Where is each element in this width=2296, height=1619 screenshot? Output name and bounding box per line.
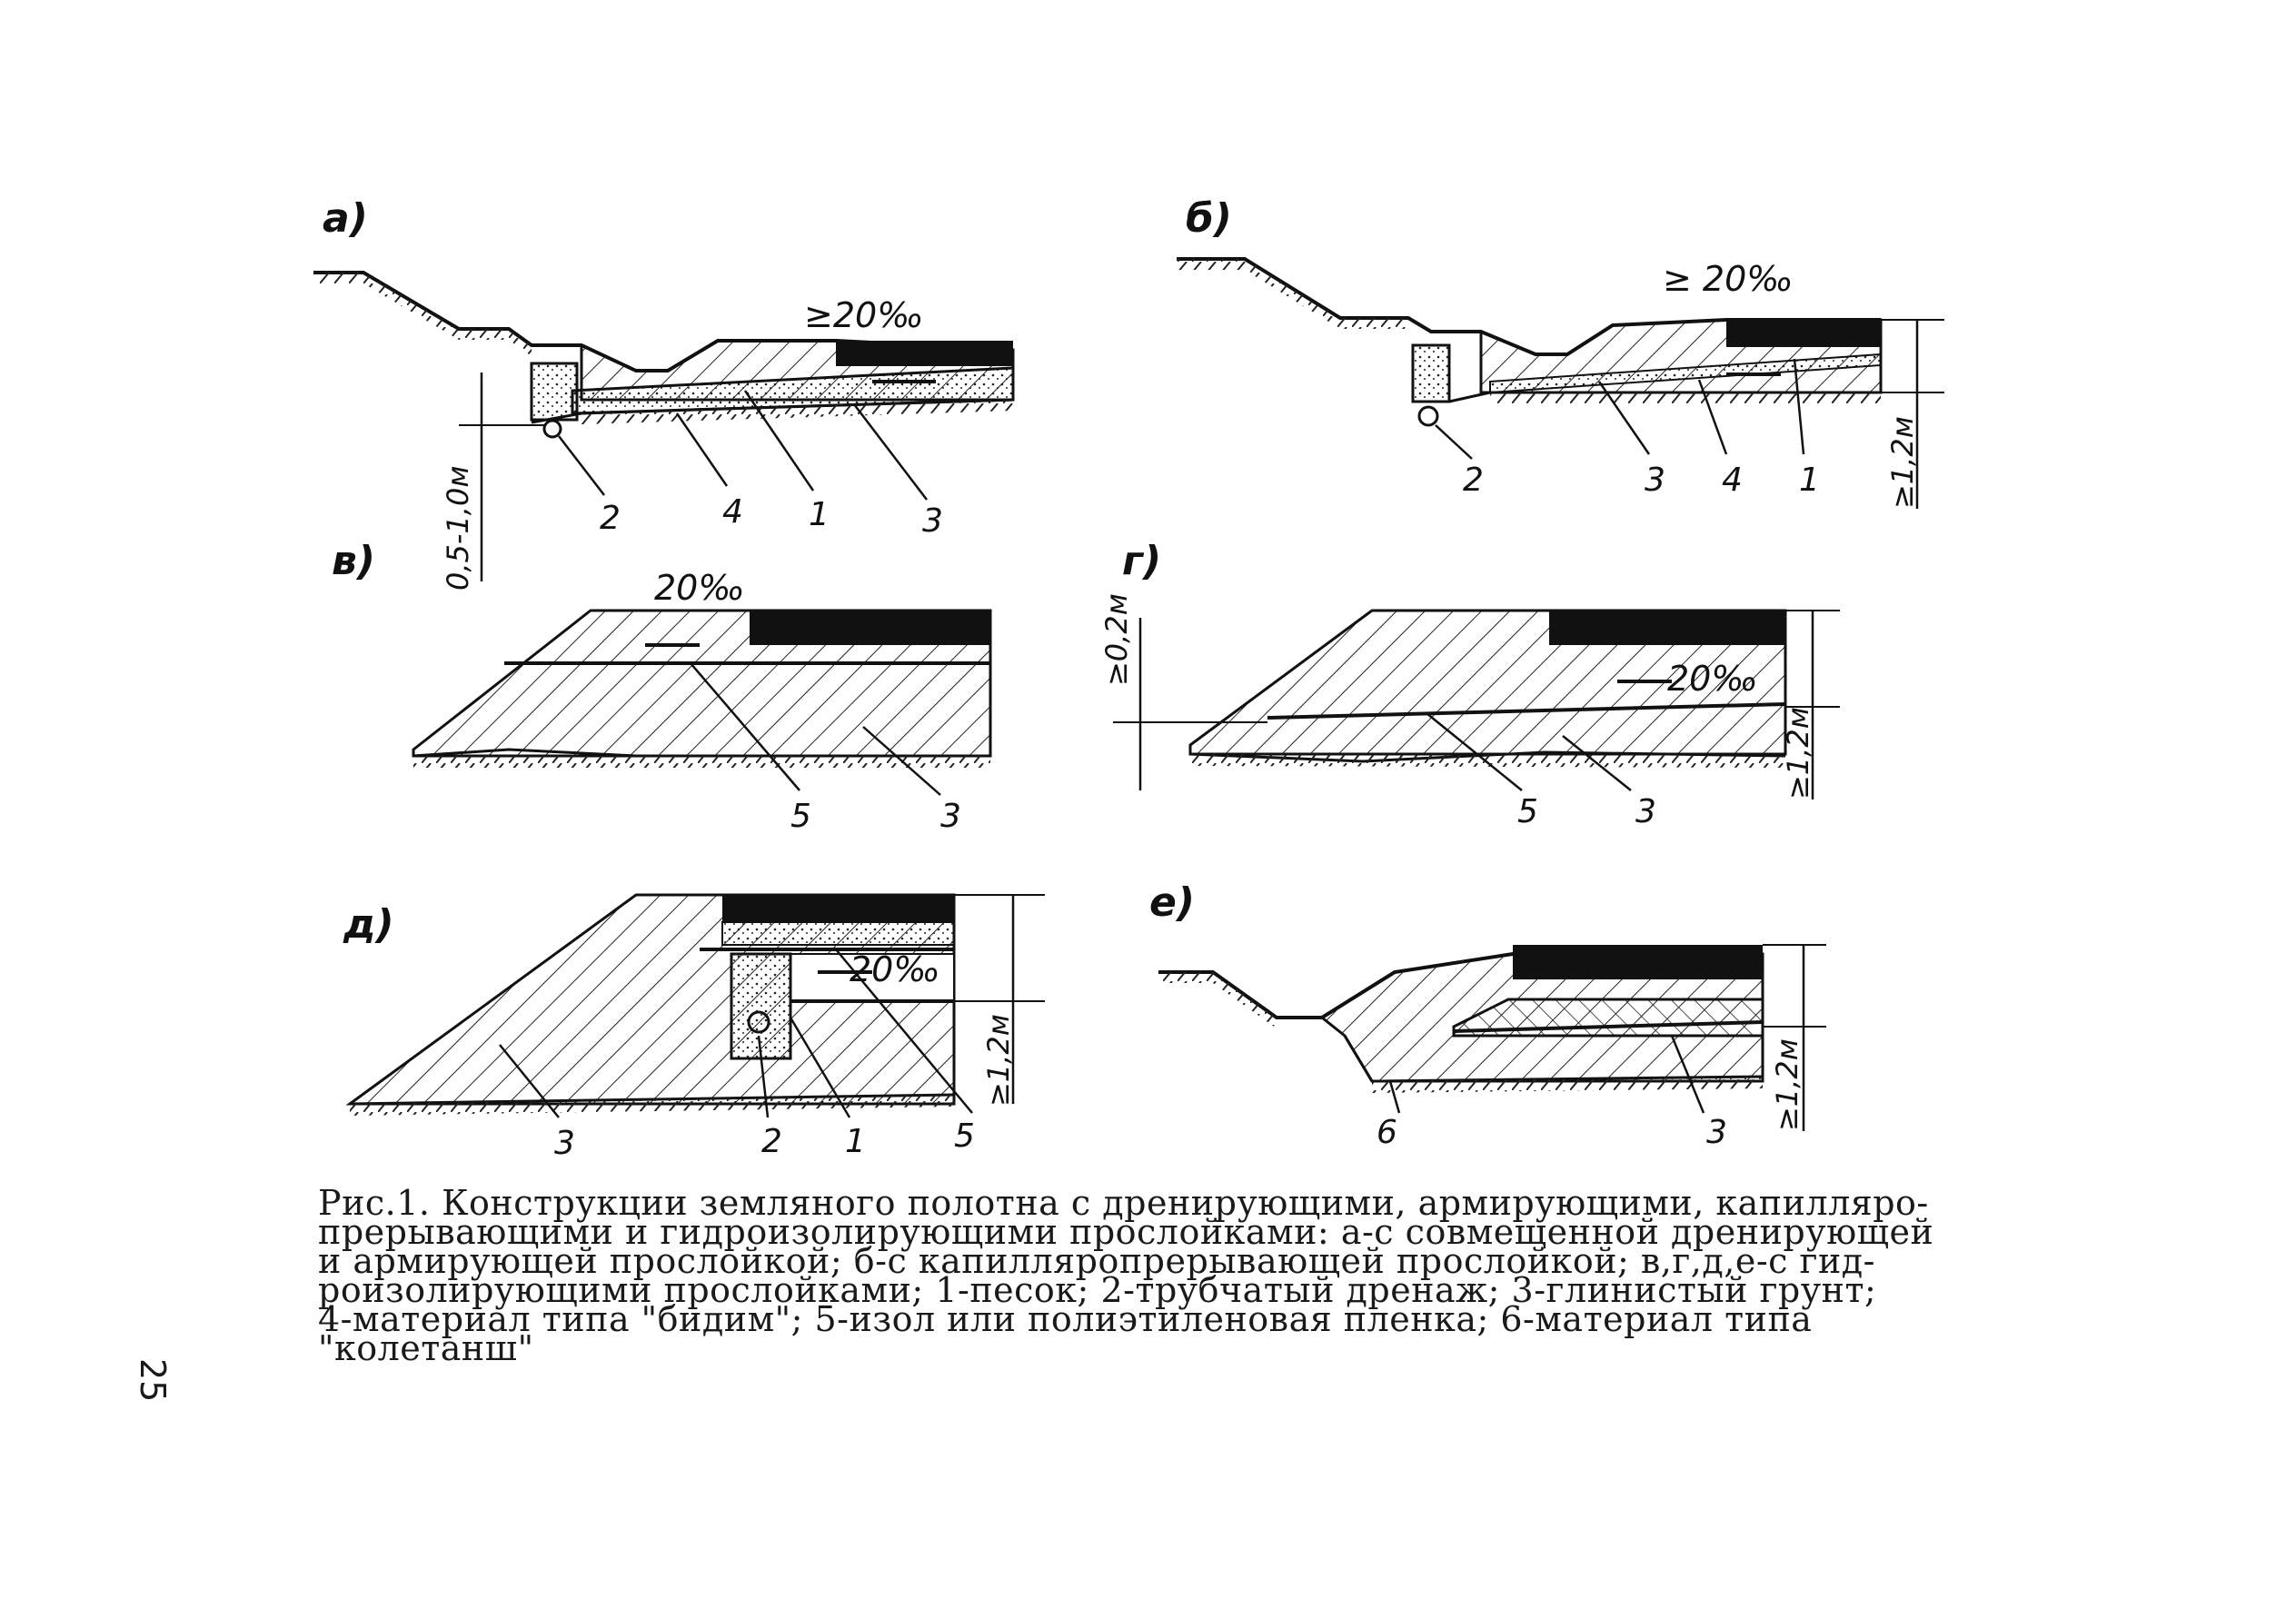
caption-line: прерывающими и гидроизолирующими прослойками: а-с совмещенной дренирующей bbox=[318, 1212, 1934, 1252]
panel-e-label: е) bbox=[1149, 879, 1195, 926]
panel-e-pavement bbox=[1513, 945, 1763, 979]
panel-a-label: а) bbox=[323, 195, 368, 242]
panel-a-callout-2: 2 bbox=[600, 500, 621, 537]
caption-line: "колетанш" bbox=[318, 1328, 534, 1368]
panel-b-ground-hatch bbox=[1177, 259, 1408, 329]
caption-line: и армирующей прослойкой; б-с капилляропрерывающей прослойкой; в,г,д,е-с гид- bbox=[318, 1241, 1876, 1281]
panel-a-leader-3 bbox=[854, 404, 927, 500]
panel-d-callout-5: 5 bbox=[954, 1117, 975, 1155]
panel-d-slope: 20‰ bbox=[850, 949, 940, 989]
panel-a-drain-trench bbox=[532, 363, 577, 420]
panel-a-callout-1: 1 bbox=[809, 496, 830, 533]
panel-g-slope: 20‰ bbox=[1667, 659, 1758, 699]
panel-v-label: в) bbox=[332, 538, 375, 584]
panel-g-label: г) bbox=[1122, 538, 1162, 584]
panel-b-callout-3: 3 bbox=[1645, 462, 1665, 499]
panel-v bbox=[332, 538, 990, 835]
panel-b-callout-1: 1 bbox=[1799, 462, 1820, 499]
panel-d-callout-1: 1 bbox=[845, 1123, 866, 1160]
panel-a-pavement bbox=[836, 341, 1013, 366]
panel-d-callout-3: 3 bbox=[554, 1125, 575, 1162]
panel-a-slope: ≥20‰ bbox=[804, 295, 924, 335]
panel-b-callout-2: 2 bbox=[1463, 462, 1484, 499]
panel-b-base-hatch bbox=[1490, 392, 1881, 403]
panel-b-slope: ≥ 20‰ bbox=[1663, 259, 1794, 299]
panel-e bbox=[1149, 879, 1826, 1151]
panel-b-dimension: ≥1,2м bbox=[1885, 416, 1920, 509]
page-number: 25 bbox=[133, 1358, 173, 1403]
panel-g-base-hatch bbox=[1190, 754, 1785, 768]
panel-b-pavement bbox=[1726, 320, 1881, 347]
panel-g-dimension-right: ≥1,2м bbox=[1781, 707, 1815, 800]
panel-g bbox=[1099, 538, 1840, 830]
panel-d-label: д) bbox=[343, 901, 394, 948]
panel-g-callout-5: 5 bbox=[1517, 793, 1538, 830]
panel-a-callout-4: 4 bbox=[722, 493, 743, 531]
panel-d-pavement bbox=[722, 895, 954, 922]
panel-a-drain-pipe bbox=[544, 421, 561, 437]
panel-v-callout-5: 5 bbox=[790, 798, 811, 835]
panel-e-dimension: ≥1,2м bbox=[1770, 1038, 1804, 1131]
panel-b-drain-pipe bbox=[1419, 407, 1437, 425]
panel-d bbox=[343, 895, 1045, 1162]
panel-b-drain-trench bbox=[1413, 345, 1449, 402]
panel-d-drain-trench bbox=[731, 954, 790, 1058]
panel-b-label: б) bbox=[1186, 195, 1232, 242]
panel-v-pavement bbox=[750, 611, 990, 645]
panel-a-leader-4 bbox=[677, 413, 727, 486]
caption-line: 4-материал типа "бидим"; 5-изол или полиэтиленовая пленка; 6-материал типа bbox=[318, 1299, 1813, 1339]
panel-d-callout-2: 2 bbox=[761, 1123, 782, 1160]
panel-g-dimension-top: ≥0,2м bbox=[1099, 593, 1134, 686]
panel-a-dimension: 0,5-1,0м bbox=[441, 465, 475, 591]
panel-b-callout-4: 4 bbox=[1722, 462, 1743, 499]
caption-line: роизолирующими прослойками; 1-песок; 2-трубчатый дренаж; 3-глинистый грунт; bbox=[318, 1270, 1877, 1310]
panel-v-callout-3: 3 bbox=[940, 798, 961, 835]
panel-d-sand-base bbox=[722, 922, 954, 945]
panel-g-callout-3: 3 bbox=[1635, 793, 1656, 830]
panel-b-leader-2 bbox=[1436, 425, 1472, 459]
panel-e-ground-hatch bbox=[1158, 972, 1277, 1028]
panel-d-dimension: ≥1,2м bbox=[981, 1014, 1016, 1107]
figure-caption bbox=[318, 1183, 1935, 1368]
panel-g-pavement bbox=[1549, 611, 1785, 645]
panel-v-slope: 20‰ bbox=[654, 568, 745, 608]
panel-a-leader-2 bbox=[559, 436, 604, 495]
panel-b bbox=[1177, 195, 1944, 509]
panel-a-callout-3: 3 bbox=[922, 502, 943, 540]
panel-a-ground-hatch bbox=[313, 273, 532, 356]
panel-e-callout-6: 6 bbox=[1377, 1114, 1397, 1151]
panel-a bbox=[313, 195, 1013, 591]
panel-e-callout-3: 3 bbox=[1706, 1114, 1727, 1151]
caption-line: Рис.1. Конструкции земляного полотна с дренирующими, армирующими, капилляро- bbox=[318, 1183, 1929, 1223]
